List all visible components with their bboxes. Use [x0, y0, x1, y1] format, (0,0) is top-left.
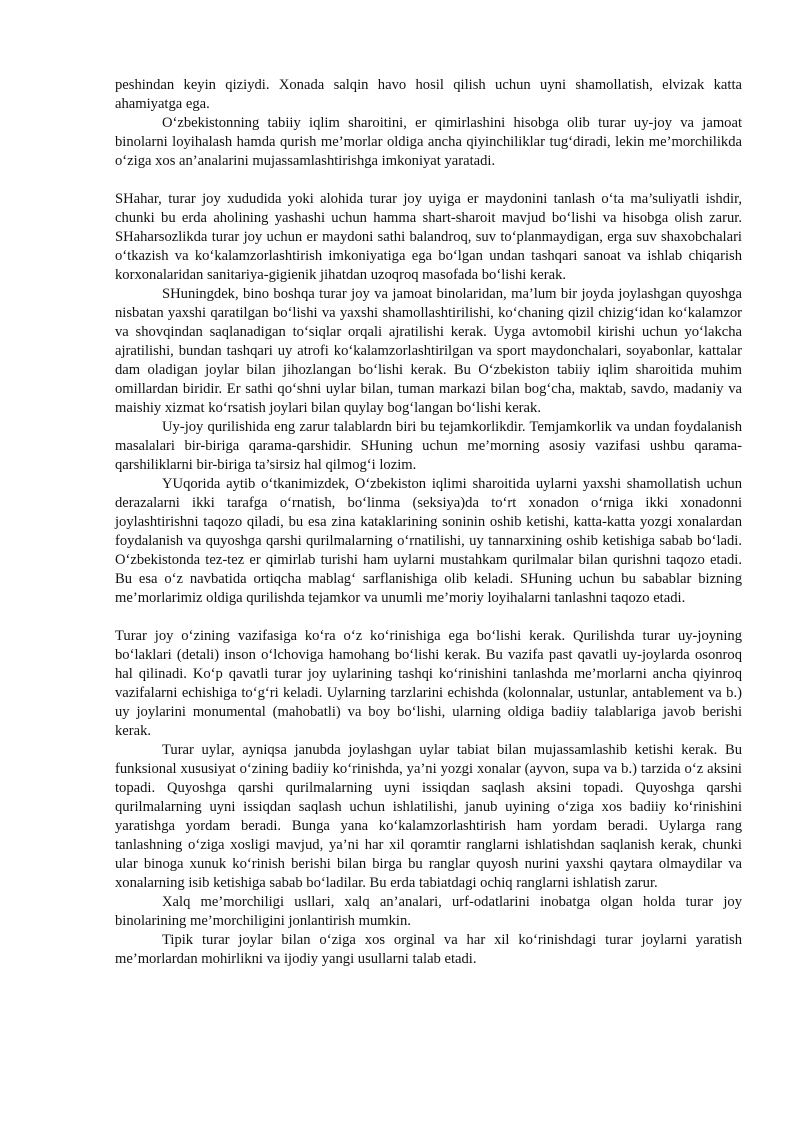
- paragraph-1: peshindan keyin qiziydi. Xonada salqin havo hosil qilish uchun uyni shamollatish, elvizak katta ahamiyatga ega.: [115, 77, 742, 112]
- paragraph-2: O‘zbekistonning tabiiy iqlim sharoitini, er qimirlashini hisobga olib turar uy-joy va jamoat binolarni loyihalash hamda qurish me’morlar oldiga ancha qiyinchiliklar tug‘diradi, lekin me’morchilikda o‘ziga xos an’analarini mujassamlashtirishga imkoniyat yaratadi.: [115, 115, 742, 169]
- paragraph-8: Turar uylar, ayniqsa janubda joylashgan uylar tabiat bilan mujassamlashib ketishi kerak. Bu funksional xususiyat o‘zining badiiy ko‘rinishda, ya’ni yozgi xonalar (ayvon, supa va b.) tarzida o‘z aksini topadi. Quyoshga qarshi qurilmalarning uyni issiqdan saqlash aksini topadi. Quyoshga qarshi qurilmalarning uyni issiqdan saqlash uchun ishlatilishi, janub uyining o‘ziga xos badiiy ko‘rinishini yaratishga yordam beradi. Bunga yana ko‘kalamzorlashtirish ham yordam beradi. Uylarga rang tanlashning o‘ziga xosligi mavjud, ya’ni har xil qoramtir ranglarni ishlatishdan saqlanish kerak, chunki ular binoga xunuk ko‘rinish berishi bilan birga bu ranglar quyosh nurini yaxshi qaytara olmaydilar va xonalarning isib ketishiga sabab bo‘ladilar. Bu erda tabiatdagi ochiq ranglarni ishlatish zarur.: [115, 742, 742, 891]
- paragraph-3: SHahar, turar joy xududida yoki alohida turar joy uyiga er maydonini tanlash o‘ta ma’suliyatli ishdir, chunki bu erda aholining yashashi uchun hamma shart-sharoit mavjud bo‘lishi va hisobga olish zarur. SHaharsozlikda turar joy uchun er maydoni sathi balandroq, suv to‘planmaydigan, erga suv shaxobchalari o‘tkazish va ko‘kalamzorlashtirish imkoniyatiga ega bo‘lgan undan tashqari sanoat va ishlab chiqarish korxonalaridan sanitariya-gigienik jihatdan uzoqroq masofada bo‘lishi kerak.: [115, 191, 742, 283]
- paragraph-7: Turar joy o‘zining vazifasiga ko‘ra o‘z ko‘rinishiga ega bo‘lishi kerak. Qurilishda turar uy-joyning bo‘laklari (detali) inson o‘lchoviga hamohang bo‘lishi kerak. Bu vazifa past qavatli uy-joylarda osonroq hal qilinadi. Ko‘p qavatli turar joy uylarining tashqi ko‘rinishini tanlashda me’morlarni ancha qiyinroq vazifalarni echishiga to‘g‘ri keladi. Uylarning tarzlarini echishda (kolonnalar, ustunlar, antablement va b.) uy joylarini monumental (mahobatli) va boy bo‘lishi, ularning oldiga badiiy talablariga javob berishi kerak.: [115, 628, 742, 739]
- paragraph-10: Tipik turar joylar bilan o‘ziga xos orginal va har xil ko‘rinishdagi turar joylarni yaratish me’morlardan mohirlikni va ijodiy yangi usullarni talab etadi.: [115, 932, 742, 967]
- paragraph-4: SHuningdek, bino boshqa turar joy va jamoat binolaridan, ma’lum bir joyda joylashgan quyoshga nisbatan yaxshi qaratilgan bo‘lishi va yaxshi shamollashtirilishi, ko‘chaning qizil chizig‘idan ko‘kalamzor va shovqindan saqlanadigan to‘siqlar orqali ajratilishi kerak. Uyga avtomobil kirishi uchun yo‘lakcha ajratilishi, bundan tashqari uy atrofi ko‘kalamzorlashtirilgan va sport maydonchalari, soyabonlar, kattalar dam oladigan joylar bilan jihozlangan bo‘lishi kerak. Bu O‘zbekiston tabiiy iqlim sharoitida muhim omillardan biridir. Er sathi qo‘shni uylar bilan, tuman markazi bilan bog‘cha, maktab, savdo, madaniy va maishiy xizmat ko‘rsatish joylari bilan quylay bog‘langan bo‘lishi kerak.: [115, 286, 742, 416]
- document-page: [115, 76, 742, 969]
- paragraph-5: Uy-joy qurilishida eng zarur talablardn biri bu tejamkorlikdir. Temjamkorlik va undan foydalanish masalalari bir-biriga qarama-qarshidir. SHuning uchun me’morning asosiy vazifasi ushbu qarama-qarshiliklarni bir-biriga ta’sirsiz hal qilmog‘i lozim.: [115, 419, 742, 473]
- paragraph-6: YUqorida aytib o‘tkanimizdek, O‘zbekiston iqlimi sharoitida uylarni yaxshi shamollatish uchun derazalarni ikki tarafga o‘rnatish, bo‘linma (seksiya)da to‘rt xonadon o‘rniga ikki xonadonni joylashtirishni taqozo qiladi, bu esa zina kataklarining soninin oshib ketishi, katta-katta yozgi xonalardan foydalanish va quyoshga qarshi qurilmalarning o‘rnatilishi, uy tannarxining oshib ketishiga sabab bo‘ladi. O‘zbekistonda tez-tez er qimirlab turishi ham uylarni mustahkam qurilmalar bilan qurishni taqozo etadi. Bu esa o‘z navbatida ortiqcha mablag‘ sarflanishiga olib keladi. SHuning uchun bu sabablar bizning me’morlarimiz oldiga qurilishda tejamkor va unumli me’moriy loyihalarni tanlashni taqozo etadi.: [115, 476, 742, 606]
- paragraph-9: Xalq me’morchiligi usllari, xalq an’analari, urf-odatlarini inobatga olgan holda turar joy binolarining me’morchiligini jonlantirish mumkin.: [115, 894, 742, 929]
